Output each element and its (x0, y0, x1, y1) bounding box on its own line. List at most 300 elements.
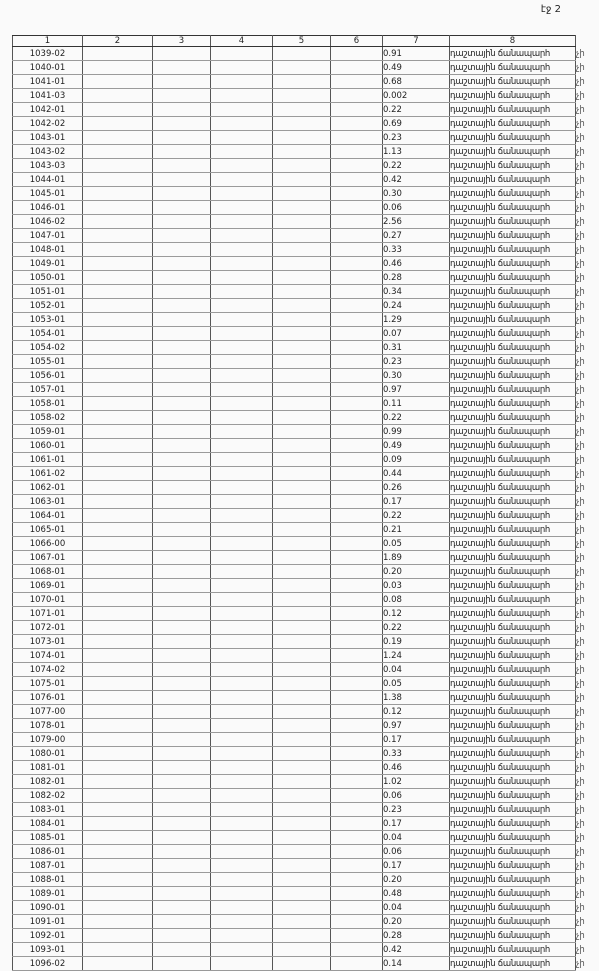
purpose-cell: դաշտային ճանապարհ (450, 215, 576, 229)
empty-cell-col3 (153, 677, 211, 691)
empty-cell-col4 (211, 859, 273, 873)
empty-cell-col4 (211, 243, 273, 257)
empty-cell-col3 (153, 761, 211, 775)
aux-mark: չի (576, 664, 585, 675)
empty-cell-col3 (153, 327, 211, 341)
empty-cell-col6 (331, 775, 383, 789)
empty-cell-col6 (331, 565, 383, 579)
empty-cell-col3 (153, 733, 211, 747)
empty-cell-col3 (153, 873, 211, 887)
empty-cell-col5 (273, 341, 331, 355)
empty-cell-col3 (153, 159, 211, 173)
area-value: 1.89 (383, 551, 450, 565)
aux-mark: չի (576, 398, 585, 409)
parcel-code: 1068-01 (13, 565, 83, 579)
parcel-code: 1054-01 (13, 327, 83, 341)
aux-header (576, 36, 588, 47)
area-value: 0.21 (383, 523, 450, 537)
empty-cell-col3 (153, 551, 211, 565)
parcel-code: 1079-00 (13, 733, 83, 747)
empty-cell-col2 (83, 831, 153, 845)
aux-mark: չի (576, 748, 585, 759)
parcel-code: 1048-01 (13, 243, 83, 257)
table-row (13, 677, 588, 691)
area-value: 0.22 (383, 103, 450, 117)
empty-cell-col3 (153, 495, 211, 509)
empty-cell-col5 (273, 243, 331, 257)
empty-cell-col2 (83, 607, 153, 621)
aux-mark: չի (576, 300, 585, 311)
empty-cell-col4 (211, 789, 273, 803)
empty-cell-col5 (273, 733, 331, 747)
empty-cell-col2 (83, 271, 153, 285)
area-value: 0.42 (383, 173, 450, 187)
empty-cell-col5 (273, 75, 331, 89)
aux-mark: չի (576, 314, 585, 325)
empty-cell-col4 (211, 901, 273, 915)
empty-cell-col3 (153, 537, 211, 551)
parcel-code: 1057-01 (13, 383, 83, 397)
aux-mark: չի (576, 370, 585, 381)
parcel-code: 1044-01 (13, 173, 83, 187)
purpose-cell: դաշտային ճանապարհ (450, 75, 576, 89)
aux-mark: չի (576, 286, 585, 297)
area-value: 1.13 (383, 145, 450, 159)
empty-cell-col6 (331, 607, 383, 621)
empty-cell-col2 (83, 887, 153, 901)
empty-cell-col5 (273, 607, 331, 621)
empty-cell-col2 (83, 173, 153, 187)
empty-cell-col5 (273, 565, 331, 579)
empty-cell-col3 (153, 565, 211, 579)
aux-mark: չի (576, 104, 585, 115)
aux-mark: չի (576, 762, 585, 773)
parcel-code: 1065-01 (13, 523, 83, 537)
purpose-cell: դաշտային ճանապարհ (450, 229, 576, 243)
empty-cell-col6 (331, 635, 383, 649)
empty-cell-col6 (331, 397, 383, 411)
empty-cell-col6 (331, 705, 383, 719)
area-value: 0.08 (383, 593, 450, 607)
empty-cell-col2 (83, 691, 153, 705)
area-value: 0.31 (383, 341, 450, 355)
aux-mark: չի (576, 594, 585, 605)
parcel-code: 1064-01 (13, 509, 83, 523)
empty-cell-col5 (273, 621, 331, 635)
empty-cell-col2 (83, 369, 153, 383)
empty-cell-col6 (331, 439, 383, 453)
parcel-code: 1074-02 (13, 663, 83, 677)
area-value: 0.33 (383, 243, 450, 257)
area-value: 0.68 (383, 75, 450, 89)
empty-cell-col4 (211, 817, 273, 831)
purpose-cell: դաշտային ճանապարհ (450, 887, 576, 901)
parcel-code: 1053-01 (13, 313, 83, 327)
parcel-code: 1084-01 (13, 817, 83, 831)
table-row (13, 327, 588, 341)
empty-cell-col5 (273, 397, 331, 411)
empty-cell-col4 (211, 579, 273, 593)
empty-cell-col5 (273, 873, 331, 887)
empty-cell-col3 (153, 579, 211, 593)
empty-cell-col3 (153, 929, 211, 943)
empty-cell-col2 (83, 509, 153, 523)
area-value: 0.28 (383, 929, 450, 943)
table-row (13, 733, 588, 747)
empty-cell-col5 (273, 299, 331, 313)
area-value: 1.24 (383, 649, 450, 663)
table-row (13, 159, 588, 173)
purpose-cell: դաշտային ճանապարհ (450, 691, 576, 705)
parcel-code: 1056-01 (13, 369, 83, 383)
col-header-8: 8 (450, 36, 576, 47)
area-value: 0.19 (383, 635, 450, 649)
col-header-5: 5 (273, 36, 331, 47)
empty-cell-col2 (83, 243, 153, 257)
parcel-code: 1090-01 (13, 901, 83, 915)
parcel-code: 1086-01 (13, 845, 83, 859)
empty-cell-col5 (273, 47, 331, 61)
parcel-code: 1058-01 (13, 397, 83, 411)
area-value: 0.07 (383, 327, 450, 341)
empty-cell-col5 (273, 369, 331, 383)
empty-cell-col2 (83, 341, 153, 355)
empty-cell-col4 (211, 621, 273, 635)
empty-cell-col2 (83, 187, 153, 201)
table-row (13, 803, 588, 817)
area-value: 0.22 (383, 159, 450, 173)
parcel-code: 1052-01 (13, 299, 83, 313)
parcel-code: 1091-01 (13, 915, 83, 929)
table-row (13, 145, 588, 159)
empty-cell-col2 (83, 257, 153, 271)
empty-cell-col6 (331, 61, 383, 75)
table-row (13, 957, 588, 971)
area-value: 0.46 (383, 761, 450, 775)
aux-mark: չի (576, 496, 585, 507)
table-row (13, 705, 588, 719)
empty-cell-col5 (273, 313, 331, 327)
table-row (13, 929, 588, 943)
aux-mark: չի (576, 90, 585, 101)
empty-cell-col6 (331, 929, 383, 943)
empty-cell-col5 (273, 495, 331, 509)
empty-cell-col5 (273, 831, 331, 845)
empty-cell-col4 (211, 733, 273, 747)
area-value: 0.23 (383, 355, 450, 369)
aux-mark: չի (576, 902, 585, 913)
table-row (13, 789, 588, 803)
empty-cell-col2 (83, 677, 153, 691)
empty-cell-col6 (331, 313, 383, 327)
area-value: 0.20 (383, 565, 450, 579)
empty-cell-col2 (83, 355, 153, 369)
empty-cell-col3 (153, 481, 211, 495)
parcel-code: 1041-01 (13, 75, 83, 89)
table-row (13, 369, 588, 383)
aux-mark: չի (576, 146, 585, 157)
empty-cell-col3 (153, 845, 211, 859)
area-value: 0.30 (383, 187, 450, 201)
empty-cell-col3 (153, 663, 211, 677)
purpose-cell: դաշտային ճանապարհ (450, 439, 576, 453)
empty-cell-col3 (153, 355, 211, 369)
purpose-cell: դաշտային ճանապարհ (450, 299, 576, 313)
aux-mark: չի (576, 720, 585, 731)
aux-mark: չի (576, 916, 585, 927)
empty-cell-col3 (153, 215, 211, 229)
table-row (13, 341, 588, 355)
empty-cell-col6 (331, 831, 383, 845)
empty-cell-col2 (83, 915, 153, 929)
area-value: 0.17 (383, 817, 450, 831)
empty-cell-col2 (83, 719, 153, 733)
empty-cell-col3 (153, 887, 211, 901)
empty-cell-col3 (153, 187, 211, 201)
empty-cell-col6 (331, 425, 383, 439)
purpose-cell: դաշտային ճանապարհ (450, 89, 576, 103)
empty-cell-col2 (83, 565, 153, 579)
parcel-code: 1043-03 (13, 159, 83, 173)
area-value: 1.02 (383, 775, 450, 789)
table-row (13, 761, 588, 775)
area-value: 0.46 (383, 257, 450, 271)
empty-cell-col6 (331, 593, 383, 607)
empty-cell-col5 (273, 271, 331, 285)
empty-cell-col4 (211, 229, 273, 243)
empty-cell-col6 (331, 509, 383, 523)
empty-cell-col5 (273, 187, 331, 201)
purpose-cell: դաշտային ճանապարհ (450, 635, 576, 649)
empty-cell-col2 (83, 775, 153, 789)
empty-cell-col2 (83, 803, 153, 817)
empty-cell-col6 (331, 467, 383, 481)
aux-mark: չի (576, 510, 585, 521)
purpose-cell: դաշտային ճանապարհ (450, 481, 576, 495)
empty-cell-col2 (83, 411, 153, 425)
area-value: 0.22 (383, 621, 450, 635)
empty-cell-col5 (273, 789, 331, 803)
empty-cell-col6 (331, 551, 383, 565)
empty-cell-col3 (153, 691, 211, 705)
empty-cell-col2 (83, 201, 153, 215)
empty-cell-col4 (211, 215, 273, 229)
aux-mark: չի (576, 188, 585, 199)
parcel-code: 1077-00 (13, 705, 83, 719)
empty-cell-col4 (211, 47, 273, 61)
table-row (13, 593, 588, 607)
parcel-code: 1082-01 (13, 775, 83, 789)
empty-cell-col6 (331, 159, 383, 173)
area-value: 0.04 (383, 831, 450, 845)
empty-cell-col4 (211, 957, 273, 971)
area-value: 1.29 (383, 313, 450, 327)
parcel-code: 1085-01 (13, 831, 83, 845)
empty-cell-col4 (211, 383, 273, 397)
purpose-cell: դաշտային ճանապարհ (450, 873, 576, 887)
empty-cell-col2 (83, 495, 153, 509)
empty-cell-col6 (331, 229, 383, 243)
area-value: 0.12 (383, 607, 450, 621)
parcel-code: 1051-01 (13, 285, 83, 299)
parcel-code: 1062-01 (13, 481, 83, 495)
empty-cell-col3 (153, 901, 211, 915)
empty-cell-col6 (331, 719, 383, 733)
empty-cell-col6 (331, 663, 383, 677)
area-value: 0.34 (383, 285, 450, 299)
aux-mark: չի (576, 734, 585, 745)
purpose-cell: դաշտային ճանապարհ (450, 943, 576, 957)
empty-cell-col6 (331, 803, 383, 817)
empty-cell-col2 (83, 523, 153, 537)
area-value: 0.12 (383, 705, 450, 719)
empty-cell-col5 (273, 817, 331, 831)
empty-cell-col4 (211, 201, 273, 215)
empty-cell-col3 (153, 313, 211, 327)
empty-cell-col4 (211, 649, 273, 663)
header-row (13, 36, 588, 47)
empty-cell-col5 (273, 509, 331, 523)
purpose-cell: դաշտային ճանապարհ (450, 929, 576, 943)
table-row (13, 817, 588, 831)
area-value: 0.002 (383, 89, 450, 103)
purpose-cell: դաշտային ճանապարհ (450, 593, 576, 607)
purpose-cell: դաշտային ճանապարհ (450, 243, 576, 257)
empty-cell-col3 (153, 453, 211, 467)
aux-mark: չի (576, 216, 585, 227)
empty-cell-col4 (211, 761, 273, 775)
parcel-code: 1041-03 (13, 89, 83, 103)
aux-mark: չի (576, 132, 585, 143)
aux-mark: չի (576, 272, 585, 283)
area-value: 0.24 (383, 299, 450, 313)
empty-cell-col3 (153, 89, 211, 103)
parcel-code: 1080-01 (13, 747, 83, 761)
empty-cell-col2 (83, 383, 153, 397)
purpose-cell: դաշտային ճանապարհ (450, 901, 576, 915)
empty-cell-col5 (273, 467, 331, 481)
parcel-code: 1075-01 (13, 677, 83, 691)
aux-mark: չի (576, 860, 585, 871)
purpose-cell: դաշտային ճանապարհ (450, 397, 576, 411)
empty-cell-col6 (331, 341, 383, 355)
empty-cell-col6 (331, 537, 383, 551)
empty-cell-col4 (211, 397, 273, 411)
aux-mark: չի (576, 692, 585, 703)
aux-mark: չի (576, 958, 585, 969)
empty-cell-col2 (83, 579, 153, 593)
empty-cell-col4 (211, 355, 273, 369)
area-value: 0.06 (383, 845, 450, 859)
empty-cell-col4 (211, 565, 273, 579)
aux-mark: չի (576, 230, 585, 241)
empty-cell-col3 (153, 117, 211, 131)
empty-cell-col5 (273, 453, 331, 467)
table-row (13, 887, 588, 901)
purpose-cell: դաշտային ճանապարհ (450, 383, 576, 397)
parcel-code: 1067-01 (13, 551, 83, 565)
area-value: 0.05 (383, 537, 450, 551)
purpose-cell: դաշտային ճանապարհ (450, 103, 576, 117)
purpose-cell: դաշտային ճանապարհ (450, 159, 576, 173)
empty-cell-col3 (153, 61, 211, 75)
area-value: 0.97 (383, 383, 450, 397)
area-value: 0.69 (383, 117, 450, 131)
empty-cell-col4 (211, 537, 273, 551)
purpose-cell: դաշտային ճանապարհ (450, 425, 576, 439)
col-header-6: 6 (331, 36, 383, 47)
empty-cell-col5 (273, 593, 331, 607)
empty-cell-col6 (331, 89, 383, 103)
table-row (13, 75, 588, 89)
empty-cell-col4 (211, 411, 273, 425)
area-value: 0.03 (383, 579, 450, 593)
empty-cell-col6 (331, 901, 383, 915)
aux-mark: չի (576, 76, 585, 87)
empty-cell-col4 (211, 929, 273, 943)
parcel-code: 1050-01 (13, 271, 83, 285)
empty-cell-col6 (331, 733, 383, 747)
purpose-cell: դաշտային ճանապարհ (450, 257, 576, 271)
empty-cell-col5 (273, 663, 331, 677)
col-header-1: 1 (13, 36, 83, 47)
empty-cell-col2 (83, 103, 153, 117)
area-value: 0.28 (383, 271, 450, 285)
empty-cell-col5 (273, 635, 331, 649)
parcel-code: 1070-01 (13, 593, 83, 607)
empty-cell-col2 (83, 747, 153, 761)
empty-cell-col4 (211, 481, 273, 495)
empty-cell-col2 (83, 439, 153, 453)
area-value: 0.22 (383, 509, 450, 523)
table-row (13, 495, 588, 509)
parcel-code: 1042-02 (13, 117, 83, 131)
empty-cell-col3 (153, 201, 211, 215)
parcel-code: 1069-01 (13, 579, 83, 593)
empty-cell-col6 (331, 453, 383, 467)
empty-cell-col4 (211, 131, 273, 145)
aux-mark: չի (576, 62, 585, 73)
empty-cell-col5 (273, 131, 331, 145)
parcel-code: 1061-01 (13, 453, 83, 467)
empty-cell-col2 (83, 229, 153, 243)
empty-cell-col4 (211, 705, 273, 719)
empty-cell-col2 (83, 705, 153, 719)
parcel-code: 1073-01 (13, 635, 83, 649)
empty-cell-col5 (273, 929, 331, 943)
parcel-code: 1083-01 (13, 803, 83, 817)
empty-cell-col2 (83, 397, 153, 411)
empty-cell-col3 (153, 47, 211, 61)
purpose-cell: դաշտային ճանապարհ (450, 859, 576, 873)
purpose-cell: դաշտային ճանապարհ (450, 145, 576, 159)
aux-mark: չի (576, 552, 585, 563)
empty-cell-col4 (211, 117, 273, 131)
empty-cell-col5 (273, 117, 331, 131)
table-row (13, 901, 588, 915)
empty-cell-col4 (211, 173, 273, 187)
purpose-cell: դաշտային ճանապարհ (450, 453, 576, 467)
aux-mark: չի (576, 174, 585, 185)
empty-cell-col5 (273, 803, 331, 817)
empty-cell-col3 (153, 831, 211, 845)
parcel-code: 1071-01 (13, 607, 83, 621)
empty-cell-col5 (273, 327, 331, 341)
area-value: 0.42 (383, 943, 450, 957)
area-value: 0.49 (383, 61, 450, 75)
empty-cell-col6 (331, 355, 383, 369)
parcel-code: 1089-01 (13, 887, 83, 901)
